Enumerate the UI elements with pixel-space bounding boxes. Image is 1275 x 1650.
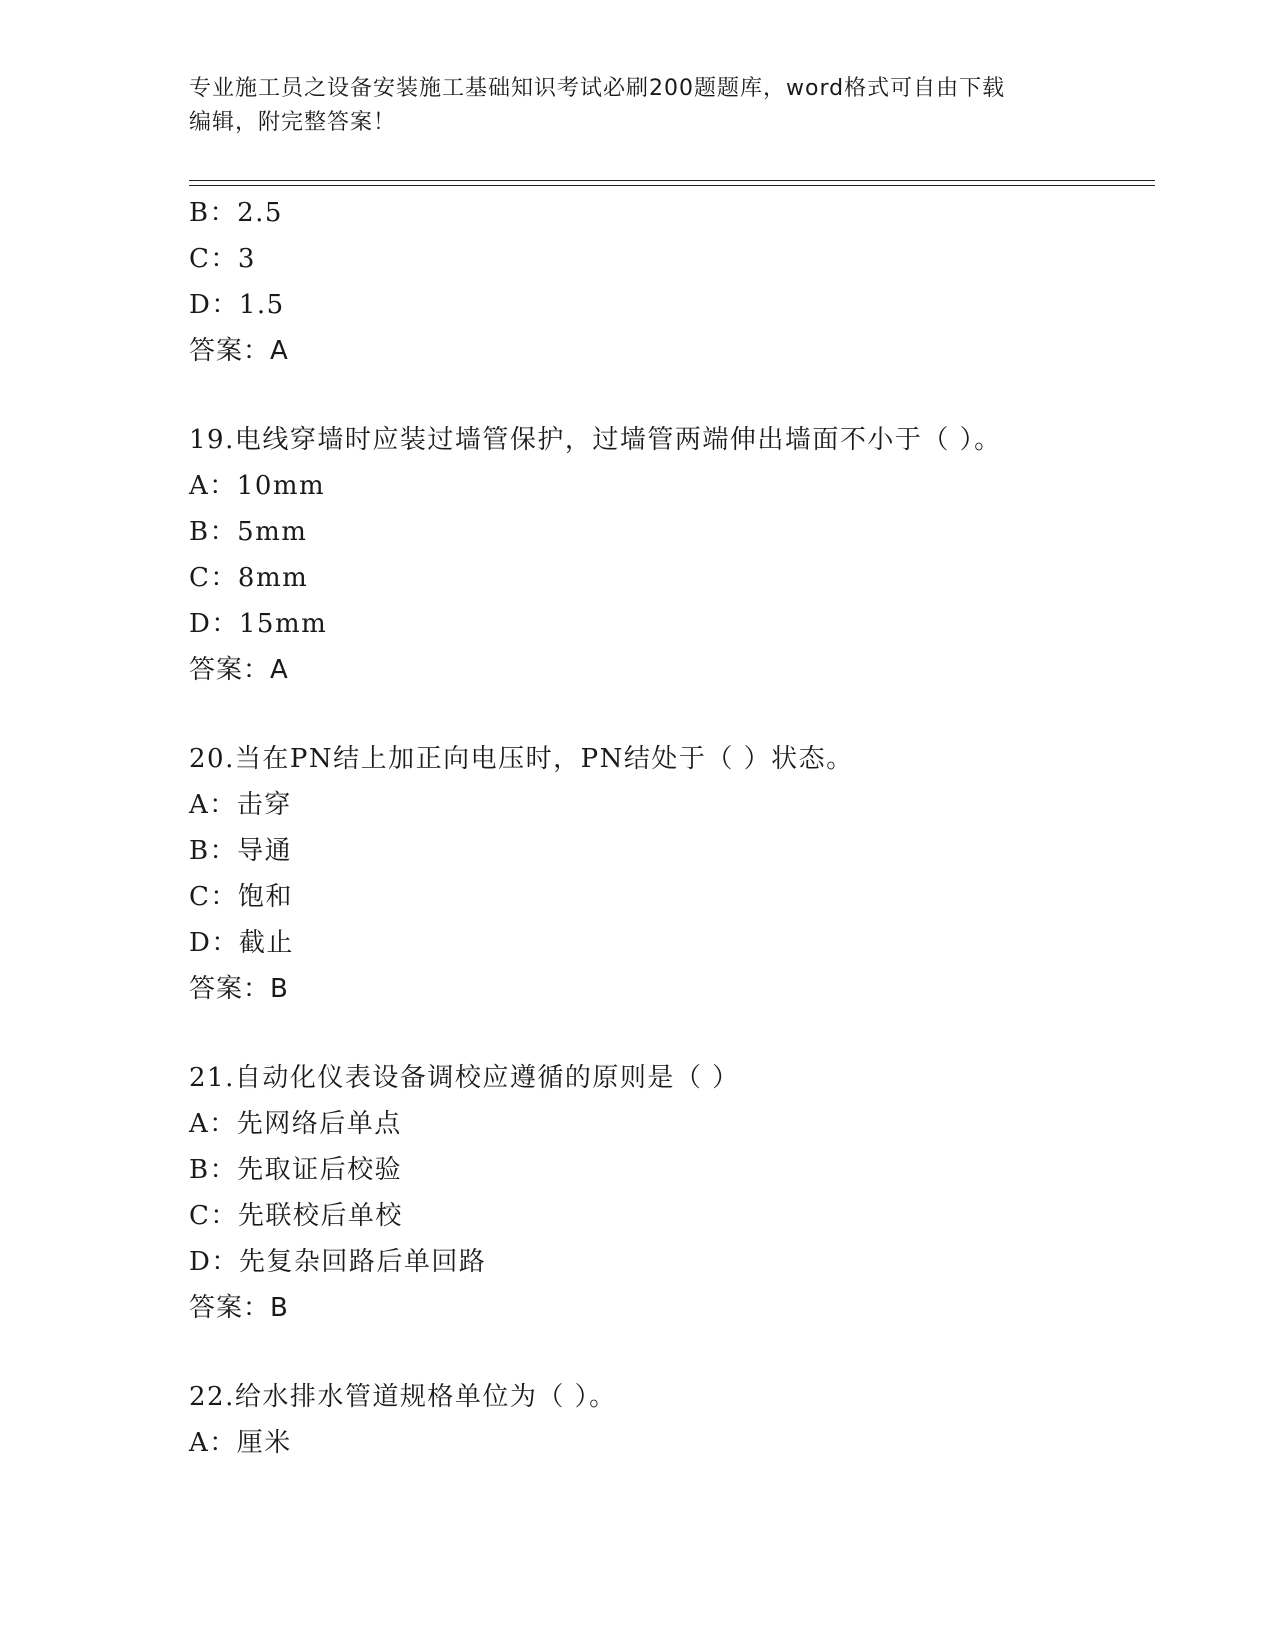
question-20 — [189, 736, 1155, 1012]
header-rule-thin — [189, 185, 1155, 186]
question-22 — [189, 1374, 1155, 1466]
option-c: C：先联校后单校 — [189, 1201, 403, 1231]
option-b: B：先取证后校验 — [189, 1155, 403, 1185]
question-stem: 21 . 自动化仪表设备调校应遵循的原则是（ ） — [189, 1055, 1155, 1101]
answer-line: 答案：B — [189, 974, 289, 1004]
continued-question — [189, 190, 1155, 374]
option-a: A：击穿 — [189, 790, 292, 820]
option-d: D：截止 — [189, 928, 294, 958]
option-d: D：先复杂回路后单回路 — [189, 1247, 487, 1277]
option-c: C：饱和 — [189, 882, 293, 912]
option-a: A：厘米 — [189, 1428, 292, 1458]
option-d: D：15mm — [189, 609, 328, 639]
document-header — [189, 72, 1069, 140]
option-c: C：8mm — [189, 563, 309, 593]
question-stem: 20 . 当在PN结上加正向电压时，PN结处于（ ）状态。 — [189, 736, 1155, 782]
header-line-2: 编辑，附完整答案！ — [189, 110, 397, 135]
question-stem: 22 . 给水排水管道规格单位为（ ）。 — [189, 1374, 1155, 1420]
answer-line: 答案：B — [189, 1293, 289, 1323]
option-c: C：3 — [189, 244, 256, 274]
option-a: A：10mm — [189, 471, 326, 501]
option-a: A：先网络后单点 — [189, 1109, 402, 1139]
question-list — [189, 190, 1155, 1466]
answer-line: 答案：A — [189, 655, 289, 685]
question-21 — [189, 1055, 1155, 1331]
option-b: B：2.5 — [189, 198, 283, 228]
header-line-1: 专业施工员之设备安装施工基础知识考试必刷200题题库，word格式可自由下载 — [189, 76, 1006, 101]
option-b: B：5mm — [189, 517, 308, 547]
option-d: D：1.5 — [189, 290, 285, 320]
option-b: B：导通 — [189, 836, 293, 866]
answer-line: 答案：A — [189, 336, 289, 366]
question-19 — [189, 417, 1155, 693]
header-rule — [189, 180, 1155, 181]
question-stem: 19 . 电线穿墙时应装过墙管保护，过墙管两端伸出墙面不小于（ ）。 — [189, 417, 1155, 463]
